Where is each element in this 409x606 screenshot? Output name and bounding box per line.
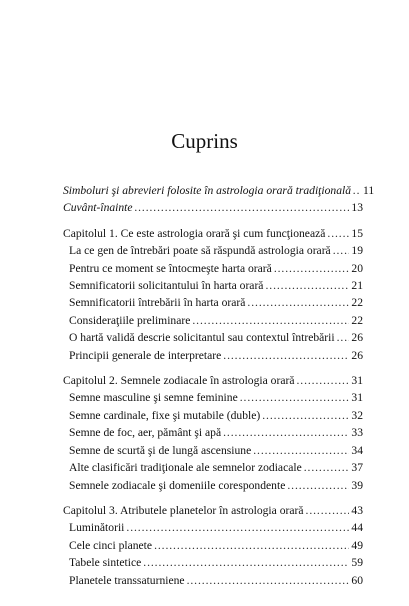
dot-leader: [296, 372, 349, 389]
toc-entry: [63, 572, 363, 589]
toc-entry-label: Semnele zodiacale şi domeniile corespondente: [69, 478, 286, 492]
dot-leader: [143, 554, 349, 571]
toc-entry-label: Semne masculine şi semne feminine: [69, 391, 238, 405]
dot-leader: [154, 537, 349, 554]
toc-entry: [63, 329, 363, 346]
dot-leader: [187, 572, 350, 589]
dot-leader: [287, 477, 349, 494]
dot-leader: [126, 519, 349, 536]
toc-entry-page: 32: [351, 408, 363, 422]
toc-entry-label: Semne cardinale, fixe şi mutabile (duble): [69, 408, 261, 422]
toc-entry-label: Alte clasificări tradiţionale ale semnelor zodiacale: [69, 461, 302, 475]
dot-leader: [306, 502, 350, 519]
dot-leader: [337, 329, 350, 346]
toc-entry-page: 21: [351, 279, 363, 293]
toc-entry: [63, 347, 363, 364]
toc-entry-label: Principii generale de interpretare: [69, 348, 222, 362]
toc-entry-label: Semne de scurtă şi de lungă ascensiune: [69, 443, 252, 457]
page-title: Cuprins: [171, 129, 238, 153]
toc-entry-page: 11: [363, 184, 375, 197]
toc-entry-page: 31: [351, 391, 363, 405]
toc-entry-page: 34: [351, 443, 363, 457]
toc-entry-page: 33: [351, 426, 363, 440]
toc-entry: [63, 537, 363, 554]
table-of-contents: [63, 182, 375, 589]
dot-leader: [304, 459, 350, 476]
toc-chapter-3: [63, 502, 363, 519]
toc-entry-page: 26: [351, 348, 363, 362]
toc-entry-label: Cuvânt-înainte: [63, 201, 133, 215]
toc-entry-label: La ce gen de întrebări poate să răspundă astrologia orară: [69, 244, 331, 258]
toc-entry-page: 37: [351, 461, 363, 475]
toc-entry-page: 59: [351, 556, 363, 570]
toc-entry-symbols: [63, 182, 375, 199]
dot-leader: [265, 277, 349, 294]
toc-entry-label: Consideraţiile preliminare: [69, 313, 191, 327]
dot-leader: [333, 242, 350, 259]
dot-leader: [135, 199, 350, 216]
toc-entry-label: Pentru ce moment se întocmeşte harta orară: [69, 261, 272, 275]
spacer: [63, 364, 363, 372]
toc-entry-page: 44: [351, 521, 363, 535]
toc-entry: [63, 442, 363, 459]
toc-entry: [63, 407, 363, 424]
toc-entry: [63, 312, 363, 329]
toc-entry-label: Tabele sintetice: [69, 556, 142, 570]
spacer: [63, 494, 363, 502]
toc-entry: [63, 424, 363, 441]
toc-chapter-page: 31: [351, 374, 363, 388]
dot-leader: [240, 389, 350, 406]
toc-entry: [63, 260, 363, 277]
dot-leader: [327, 225, 349, 242]
dot-leader: [253, 442, 349, 459]
toc-entry: [63, 554, 363, 571]
toc-chapter-label: Capitolul 1. Ce este astrologia orară şi cum funcţionează: [63, 226, 326, 240]
toc-entry-label: Luminătorii: [69, 521, 125, 535]
toc-entry-label: Semnificatorii întrebării în harta orară: [69, 296, 246, 310]
toc-chapter-page: 43: [351, 503, 363, 517]
dot-leader: [192, 312, 349, 329]
toc-entry-page: 13: [351, 201, 363, 215]
dot-leader: [247, 294, 349, 311]
toc-chapter-1: [63, 225, 363, 242]
toc-entry-page: 39: [351, 478, 363, 492]
dot-leader: [353, 182, 361, 199]
toc-chapter-page: 15: [351, 226, 363, 240]
toc-entry: [63, 242, 363, 259]
toc-entry: [63, 519, 363, 536]
toc-entry-label: Simboluri şi abrevieri folosite în astrologia orară tradiţională: [63, 184, 352, 197]
toc-entry-label: O hartă validă descrie solicitantul sau contextul întrebării: [69, 331, 335, 345]
toc-chapter-label: Capitolul 3. Atributele planetelor în astrologia orară: [63, 503, 304, 517]
dot-leader: [223, 347, 349, 364]
toc-entry-page: 49: [351, 538, 363, 552]
toc-entry-label: Cele cinci planete: [69, 538, 153, 552]
dot-leader: [262, 407, 349, 424]
dot-leader: [274, 260, 350, 277]
toc-entry-page: 19: [351, 244, 363, 258]
toc-entry-label: Semnificatorii solicitantului în harta orară: [69, 279, 264, 293]
toc-entry-label: Planetele transsaturniene: [69, 573, 185, 587]
dot-leader: [223, 424, 349, 441]
toc-entry-page: 26: [351, 331, 363, 345]
toc-entry-page: 22: [351, 296, 363, 310]
toc-entry-foreword: [63, 199, 363, 216]
toc-entry-page: 20: [351, 261, 363, 275]
toc-entry: [63, 294, 363, 311]
toc-entry: [63, 389, 363, 406]
toc-entry: [63, 477, 363, 494]
toc-entry-label: Semne de foc, aer, pământ şi apă: [69, 426, 222, 440]
toc-chapter-label: Capitolul 2. Semnele zodiacale în astrologia orară: [63, 374, 295, 388]
toc-chapter-2: [63, 372, 363, 389]
toc-entry: [63, 277, 363, 294]
toc-entry-page: 22: [351, 313, 363, 327]
spacer: [63, 217, 363, 225]
toc-entry: [63, 459, 363, 476]
toc-entry-page: 60: [351, 573, 363, 587]
